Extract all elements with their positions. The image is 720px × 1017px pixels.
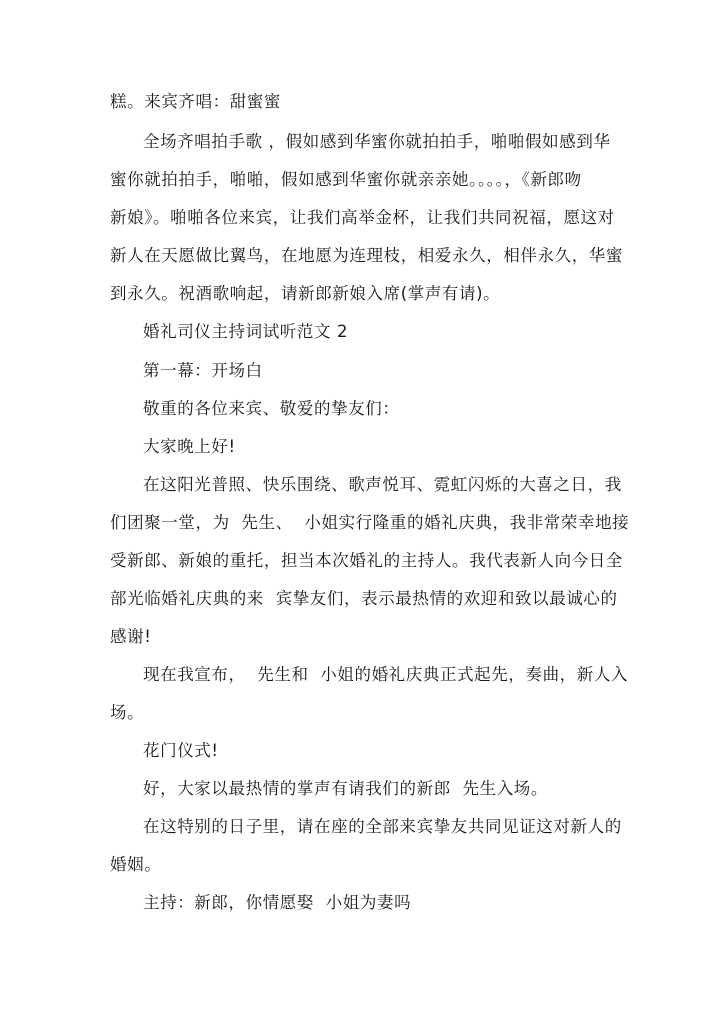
text-line: 全场齐唱拍手歌 ，假如感到华蜜你就拍拍手，啪啪假如感到华 [143, 132, 611, 151]
text-line: 到永久。祝酒歌响起，请新郎新娘入席(掌声有请)。 [110, 284, 501, 303]
text-line: 大家晚上好! [143, 437, 236, 456]
text-line: 现在我宣布， 先生和 小姐的婚礼庆典正式起先，奏曲，新人入 [143, 665, 629, 684]
text-line: 受新郎、新娘的重托，担当本次婚礼的主持人。我代表新人向今日全 [110, 551, 623, 570]
text-line: 在这阳光普照、快乐围绕、歌声悦耳、霓虹闪烁的大喜之日，我 [143, 475, 622, 494]
text-line: 场。 [110, 703, 145, 722]
text-line: 糕。来宾齐唱：甜蜜蜜 [110, 92, 281, 111]
text-line: 新人在天愿做比翼鸟，在地愿为连理枝，相爱永久，相伴永久，华蜜 [110, 246, 623, 265]
text-line: 们团聚一堂，为 先生、 小姐实行隆重的婚礼庆典，我非常荣幸地接 [110, 513, 630, 532]
text-line: 婚姻。 [110, 855, 162, 874]
text-line: 主持：新郎，你情愿娶 小姐为妻吗 [143, 893, 412, 912]
text-line: 蜜你就拍拍手，啪啪，假如感到华蜜你就亲亲她。。。。，《新郎吻 [110, 170, 582, 189]
section-title: 婚礼司仪主持词试听范文 2 [143, 322, 349, 341]
text-line: 第一幕：开场白 [143, 361, 263, 380]
text-line: 花门仪式! [143, 741, 219, 760]
text-line: 在这特别的日子里，请在座的全部来宾挚友共同见证这对新人的 [143, 817, 622, 836]
text-line: 好，大家以最热情的掌声有请我们的新郎 先生入场。 [143, 779, 548, 798]
text-line: 感谢! [110, 627, 152, 646]
text-line: 部光临婚礼庆典的来 宾挚友们，表示最热情的欢迎和致以最诚心的 [110, 589, 618, 608]
text-line: 新娘》。啪啪各位来宾，让我们高举金杯，让我们共同祝福，愿这对 [110, 208, 615, 227]
text-line: 敬重的各位来宾、敬爱的挚友们： [143, 399, 400, 418]
